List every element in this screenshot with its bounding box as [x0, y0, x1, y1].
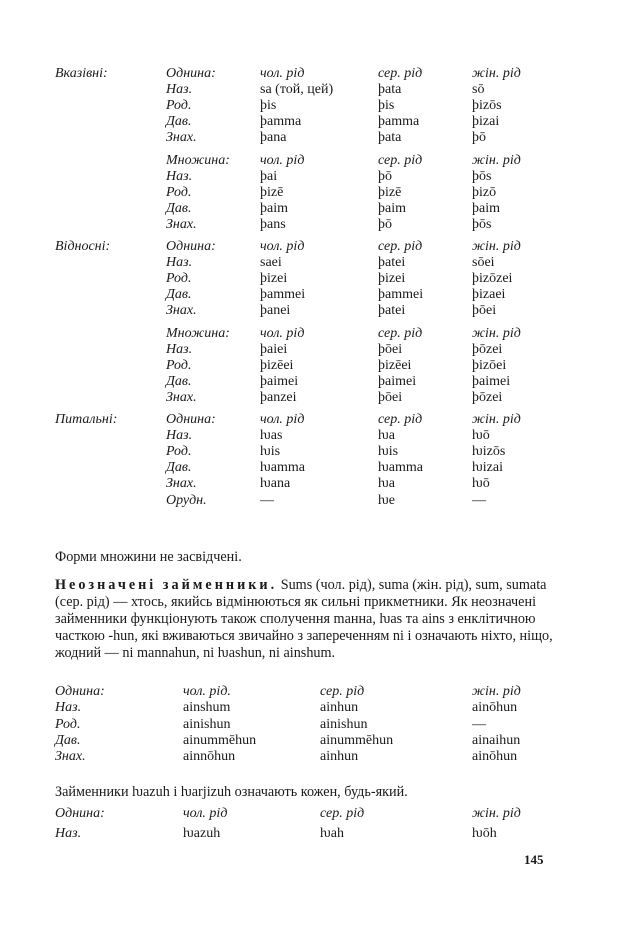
- section-heading: Неозначені займенники.: [55, 577, 278, 593]
- table-row: [0, 460, 631, 476]
- form-cell: —: [260, 492, 274, 508]
- case-label: Род.: [166, 184, 192, 200]
- form-cell: ƕizōs: [472, 444, 506, 460]
- case-label: Наз.: [166, 428, 193, 444]
- form-cell: þatei: [378, 303, 406, 319]
- form-cell: ainhun: [320, 700, 359, 716]
- form-cell: þizei: [378, 271, 406, 287]
- form-cell: þō: [378, 168, 392, 184]
- form-cell: þōzei: [472, 341, 503, 357]
- form-cell: sa (той, цей): [260, 82, 334, 98]
- case-label: Знах.: [166, 216, 197, 232]
- form-cell: þata: [378, 82, 402, 98]
- section-label: Вказівні:: [55, 66, 108, 81]
- form-cell: sōei: [472, 255, 495, 271]
- case-label: Наз.: [166, 341, 193, 357]
- table-row: [0, 185, 631, 201]
- case-label: Знах.: [166, 130, 197, 146]
- table-row: [0, 358, 631, 374]
- table-row: [0, 374, 631, 390]
- form-cell: þaim: [472, 200, 500, 216]
- form-cell: жін. рід: [472, 66, 521, 81]
- form-cell: þōzei: [472, 389, 503, 405]
- table-header-row: [0, 326, 631, 342]
- case-label: Однина:: [166, 239, 216, 254]
- form-cell: þaimei: [378, 373, 417, 389]
- form-cell: þaim: [378, 200, 406, 216]
- page-number: 145: [524, 852, 544, 867]
- form-cell: þamma: [260, 114, 302, 130]
- form-cell: saei: [260, 255, 282, 271]
- form-cell: чол. рід: [260, 239, 305, 254]
- case-label: Наз.: [55, 826, 82, 841]
- table-row: [0, 493, 631, 509]
- form-cell: þammei: [378, 287, 424, 303]
- form-cell: þans: [260, 216, 286, 232]
- case-label: Однина:: [166, 412, 216, 427]
- case-label: Наз.: [166, 255, 193, 271]
- table-row: [0, 303, 631, 319]
- form-cell: ƕa: [378, 428, 395, 444]
- section-label: Питальні:: [55, 412, 118, 427]
- form-cell: þōs: [472, 168, 492, 184]
- table-header-row: [0, 412, 631, 428]
- form-cell: ainummēhun: [183, 732, 257, 748]
- form-cell: þamma: [378, 114, 420, 130]
- case-label: Род.: [166, 444, 192, 460]
- form-cell: þaimei: [260, 373, 299, 389]
- form-cell: þōs: [472, 216, 492, 232]
- form-cell: ainhun: [320, 749, 359, 765]
- form-cell: сер. рід: [378, 239, 423, 254]
- form-cell: сер. рід: [378, 152, 423, 168]
- form-cell: þizēei: [378, 357, 412, 373]
- form-cell: сер. рід: [378, 325, 423, 341]
- case-label: Знах.: [166, 476, 197, 492]
- book-page: Вказівні: Однина: чол. рід сер. рід жін. рід Наз. sa (той, цей) þata sō Род. þis þis þizōs Дав. þamma þamma þizai Знах. þana þata þō Множина: чол. рід сер. рід жін. рід Наз. þai þō þōs Род. þizē þizē þizō Дав. þaim þaim þaim Знах. þans þō þōs Відносні: Однина: чол. рід сер. рід жін. рід Наз. saei þatei sōei Род. þizei þizei þizōzei Дав. þammei þammei þizaei Знах. þanei þatei þōei Множина: чол. рід сер. рід жін. рід Наз. þaiei þōei þōzei Род. þizēei þizēei þizōei Дав. þaimei þaimei þaimei Знах. þanzei þōei þōzei Питальні: Однина: чол. рід сер. рід жін. рід Наз. ƕas ƕa ƕō Род. ƕis ƕis ƕizōs Дав. ƕamma ƕamma ƕizai Знах. ƕana ƕa ƕō Орудн. — ƕe — Форми множини не засвідчені. Неозначені займенники. Sums (чол. рід), suma (жін. рід), sum, sumata (сер. рід) — хтось, якийсь відмінюються як сильні прикметники. Як неозначені займенники функціонують також сполучення mанна, ƕas та ains з енклітичною часткою -hun, які вживаються звичайно з запереченням ni і означають ніхто, ніщо, жодний — ni mannahun, ni ƕashun, ni ainshum. Однина: чол. рід. сер. рід жін. рід Наз. ainshum ainhun ainōhun Род. ainishun ainishun — Дав. ainummēhun ainummēhun ainaihun Знах. ainnōhun ainhun ainōhun Займенники ƕazuh і ƕarjizuh означають кожен, будь-який. Однина: чол. рід сер. рід жін. рід Наз. ƕazuh ƕah ƕōh 145: [0, 0, 631, 933]
- case-label: Однина:: [55, 806, 105, 821]
- indefinite-pronouns-paragraph: [55, 577, 555, 662]
- form-cell: ƕana: [260, 476, 291, 492]
- form-cell: ainishun: [183, 716, 231, 732]
- section-label: Відносні:: [55, 239, 111, 254]
- table-row: [0, 130, 631, 146]
- form-cell: þizēei: [260, 357, 294, 373]
- form-cell: —: [472, 492, 486, 508]
- table-row: [0, 749, 631, 765]
- table-row: [0, 733, 631, 749]
- form-cell: þai: [260, 168, 278, 184]
- table-header-row: [0, 153, 631, 169]
- table-row: [0, 201, 631, 217]
- form-cell: ƕō: [472, 428, 490, 444]
- form-cell: ƕamma: [260, 460, 305, 476]
- form-cell: жін. рід: [472, 412, 521, 427]
- form-cell: чол. рід.: [183, 684, 231, 699]
- form-cell: сер. рід: [378, 412, 423, 427]
- case-label: Наз.: [55, 700, 82, 716]
- form-cell: ainaihun: [472, 732, 521, 748]
- form-cell: ƕas: [260, 428, 283, 444]
- table-row: [0, 826, 631, 842]
- table-row: [0, 169, 631, 185]
- form-cell: сер. рід: [320, 684, 365, 699]
- case-label: Наз.: [166, 168, 193, 184]
- form-cell: ainōhun: [472, 700, 518, 716]
- form-cell: ainishun: [320, 716, 368, 732]
- form-cell: þō: [378, 216, 392, 232]
- form-cell: чол. рід: [183, 806, 228, 821]
- form-cell: þōei: [378, 341, 403, 357]
- table-row: [0, 82, 631, 98]
- table-header-row: [0, 806, 631, 822]
- form-cell: þanei: [260, 303, 291, 319]
- table-row: [0, 476, 631, 492]
- form-cell: ƕis: [378, 444, 399, 460]
- table-row: [0, 390, 631, 406]
- case-label: Множина:: [166, 325, 230, 341]
- form-cell: þizaei: [472, 287, 506, 303]
- form-cell: ainshum: [183, 700, 231, 716]
- case-label: Однина:: [166, 66, 216, 81]
- case-label: Род.: [55, 716, 81, 732]
- form-cell: þizōzei: [472, 271, 513, 287]
- form-cell: þatei: [378, 255, 406, 271]
- form-cell: жін. рід: [472, 239, 521, 254]
- case-label: Род.: [166, 357, 192, 373]
- form-cell: ƕō: [472, 476, 490, 492]
- form-cell: þōei: [472, 303, 497, 319]
- form-cell: чол. рід: [260, 325, 305, 341]
- form-cell: þaiei: [260, 341, 288, 357]
- form-cell: þizōei: [472, 357, 507, 373]
- table-row: [0, 98, 631, 114]
- form-cell: ƕōh: [472, 826, 497, 841]
- form-cell: ƕamma: [378, 460, 423, 476]
- form-cell: жін. рід: [472, 325, 521, 341]
- form-cell: þanzei: [260, 389, 297, 405]
- table-row: [0, 271, 631, 287]
- case-label: Дав.: [166, 287, 192, 303]
- case-label: Род.: [166, 98, 192, 114]
- form-cell: сер. рід: [320, 806, 365, 821]
- form-cell: жін. рід: [472, 684, 521, 699]
- case-label: Знах.: [55, 749, 86, 765]
- case-label: Дав.: [55, 732, 81, 748]
- paragraph-text: Sums (чол. рід), suma (жін. рід), sum, sumata (сер. рід) — хтось, якийсь відмінюються як сильні прикметники. Як неозначені займенники функціонують також сполучення mанна, ƕas та ains з енклітичною часткою -hun, які вживаються звичайно з запереченням ni і означають ніхто, ніщо, жодний — ni mannahun, ni ƕashun, ni ainshum.: [55, 577, 553, 661]
- case-label: Орудн.: [166, 492, 207, 508]
- table-header-row: [0, 66, 631, 82]
- form-cell: þana: [260, 130, 287, 146]
- form-cell: þizei: [260, 271, 288, 287]
- case-label: Однина:: [55, 684, 105, 699]
- case-label: Род.: [166, 271, 192, 287]
- form-cell: þammei: [260, 287, 306, 303]
- case-label: Дав.: [166, 114, 192, 130]
- form-cell: þizē: [378, 184, 402, 200]
- table-row: [0, 287, 631, 303]
- form-cell: чол. рід: [260, 66, 305, 81]
- table-header-row: [0, 684, 631, 700]
- form-cell: чол. рід: [260, 152, 305, 168]
- form-cell: þaimei: [472, 373, 511, 389]
- form-cell: ƕizai: [472, 460, 503, 476]
- form-cell: þizē: [260, 184, 284, 200]
- form-cell: сер. рід: [378, 66, 423, 81]
- table-header-row: [0, 239, 631, 255]
- table-row: [0, 217, 631, 233]
- case-label: Дав.: [166, 373, 192, 389]
- form-cell: þō: [472, 130, 486, 146]
- case-label: Множина:: [166, 152, 230, 168]
- form-cell: ainōhun: [472, 749, 518, 765]
- case-label: Дав.: [166, 200, 192, 216]
- form-cell: þaim: [260, 200, 288, 216]
- each-pronoun-paragraph: Займенники ƕazuh і ƕarjizuh означають кожен, будь-який.: [55, 784, 408, 800]
- table-row: [0, 717, 631, 733]
- table-row: [0, 700, 631, 716]
- form-cell: —: [472, 716, 486, 732]
- form-cell: ƕis: [260, 444, 281, 460]
- case-label: Знах.: [166, 389, 197, 405]
- case-label: Наз.: [166, 82, 193, 98]
- form-cell: þizōs: [472, 98, 502, 114]
- form-cell: чол. рід: [260, 412, 305, 427]
- form-cell: ƕazuh: [183, 826, 221, 841]
- case-label: Дав.: [166, 460, 192, 476]
- form-cell: ainummēhun: [320, 732, 394, 748]
- form-cell: жін. рід: [472, 806, 521, 821]
- case-label: Знах.: [166, 303, 197, 319]
- form-cell: þizai: [472, 114, 500, 130]
- form-cell: þis: [378, 98, 395, 114]
- form-cell: жін. рід: [472, 152, 521, 168]
- form-cell: ƕa: [378, 476, 395, 492]
- table-row: [0, 444, 631, 460]
- table-row: [0, 114, 631, 130]
- form-cell: þata: [378, 130, 402, 146]
- form-cell: ainnōhun: [183, 749, 236, 765]
- table-row: [0, 342, 631, 358]
- form-cell: ƕah: [320, 826, 344, 841]
- form-cell: þizō: [472, 184, 497, 200]
- form-cell: þōei: [378, 389, 403, 405]
- form-cell: sō: [472, 82, 485, 98]
- form-cell: ƕe: [378, 492, 395, 508]
- table-row: [0, 255, 631, 271]
- table-row: [0, 428, 631, 444]
- form-cell: þis: [260, 98, 277, 114]
